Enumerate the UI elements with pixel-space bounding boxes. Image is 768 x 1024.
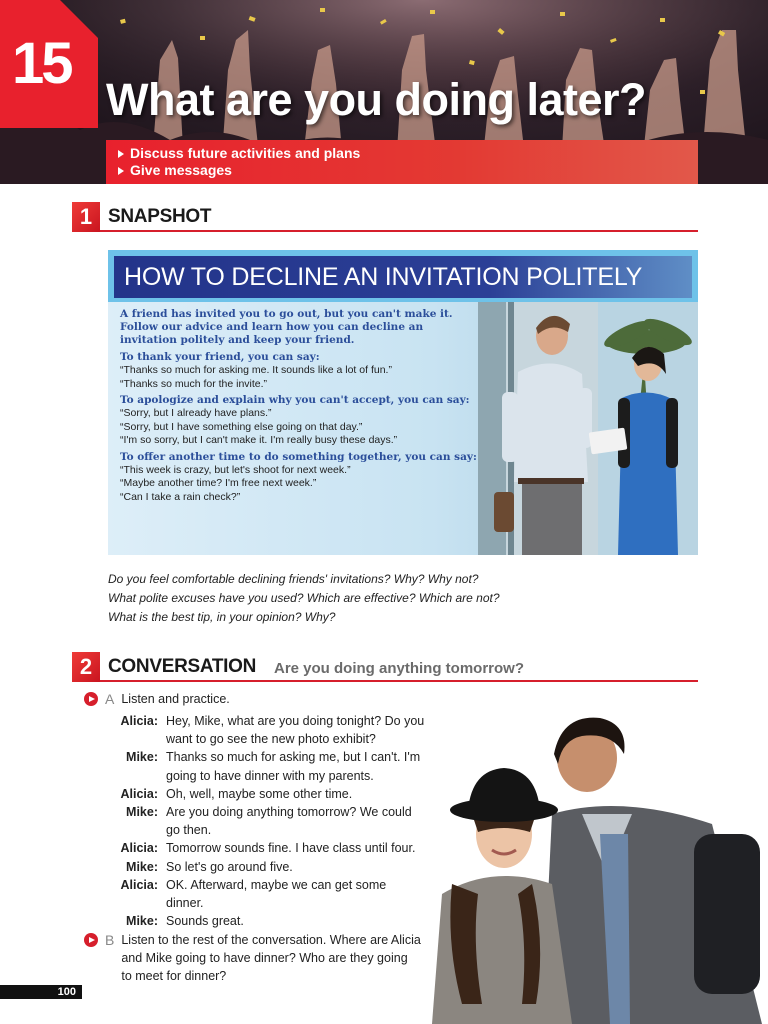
dialogue-line	[108, 785, 426, 803]
section-title: CONVERSATION	[108, 656, 257, 677]
tip-line: “I'm so sorry, but I can't make it. I'm really busy these days.”	[120, 434, 398, 446]
speaker: Alicia:	[120, 841, 158, 856]
dialogue-line	[108, 839, 426, 857]
bullet-triangle-icon	[118, 167, 124, 175]
tip-line: “Maybe another time? I'm free next week.”	[120, 477, 317, 489]
unit-banner	[0, 0, 768, 184]
dialogue-line	[108, 748, 426, 784]
snapshot-title: HOW TO DECLINE AN INVITATION POLITELY	[124, 263, 643, 291]
snapshot-header	[108, 250, 698, 302]
conversation-photo	[432, 714, 768, 1024]
dialogue-line	[108, 803, 426, 839]
line-text: Sounds great.	[166, 914, 244, 929]
snapshot-text	[120, 308, 480, 504]
question: What is the best tip, in your opinion? Why?	[108, 610, 336, 624]
line-text: Tomorrow sounds fine. I have class until four.	[166, 841, 416, 856]
section-number: 1	[72, 202, 100, 232]
speaker: Mike:	[126, 805, 158, 820]
speaker: Mike:	[126, 914, 158, 929]
goal-item: Give messages	[118, 162, 698, 179]
line-text: Are you doing anything tomorrow? We could go then.	[166, 805, 412, 838]
unit-title: What are you doing later?	[106, 74, 647, 125]
section-subtitle: Are you doing anything tomorrow?	[274, 660, 524, 677]
line-text: Oh, well, maybe some other time.	[166, 786, 353, 801]
line-text: OK. Afterward, maybe we can get some dinner.	[166, 877, 387, 911]
question: What polite excuses have you used? Which are effective? Which are not?	[108, 591, 500, 605]
discussion-questions	[108, 570, 500, 627]
dialogue-line	[108, 876, 426, 912]
line-text: Thanks so much for asking me, but I can't. I'm going to have dinner with my parents.	[166, 750, 421, 783]
tip-heading: To offer another time to do something together, you can say:	[120, 450, 477, 463]
tip-line: “This week is crazy, but let's shoot for next week.”	[120, 463, 351, 476]
tip-line: “Sorry, but I already have plans.”	[120, 407, 272, 419]
line-text: Hey, Mike, what are you doing tonight? Do you want to go see the new photo exhibit?	[166, 714, 425, 747]
dialogue	[108, 712, 426, 930]
part-instruction: Listen to the rest of the conversation. Where are Alicia and Mike going to have dinner? Who are they going to meet for dinner?	[121, 933, 421, 983]
part-letter: B	[105, 932, 115, 948]
unit-goals	[106, 140, 698, 184]
part-letter: A	[105, 691, 115, 707]
audio-play-icon[interactable]	[84, 933, 98, 947]
tip-line: “Can I take a rain check?”	[120, 490, 241, 503]
tip-heading: To apologize and explain why you can't accept, you can say:	[120, 394, 470, 406]
speaker: Alicia:	[120, 786, 158, 801]
snapshot-intro: A friend has invited you to go out, but you can't make it. Follow our advice and learn how you can decline an invitation politely and keep your friend.	[120, 308, 453, 346]
question: Do you feel comfortable declining friends' invitations? Why? Why not?	[108, 572, 479, 586]
speaker: Mike:	[126, 750, 158, 765]
page-number: 100	[0, 985, 82, 999]
speaker: Alicia:	[120, 714, 158, 728]
speaker: Mike:	[126, 859, 158, 874]
snapshot-photo	[478, 302, 698, 555]
snapshot-box	[108, 250, 698, 555]
audio-play-icon[interactable]	[84, 692, 98, 706]
section-title: SNAPSHOT	[108, 206, 212, 227]
tip-line: “Thanks so much for asking me. It sounds like a lot of fun.”	[120, 364, 392, 376]
tip-line: “Sorry, but I have something else going on that day.”	[120, 420, 363, 433]
tip-heading: To thank your friend, you can say:	[120, 351, 320, 363]
speaker: Alicia:	[120, 877, 158, 892]
bullet-triangle-icon	[118, 150, 124, 158]
tip-line: “Thanks so much for the invite.”	[120, 377, 268, 390]
unit-number: 15	[12, 31, 71, 96]
part-instruction: Listen and practice.	[121, 692, 230, 706]
dialogue-line	[108, 858, 426, 876]
section-header-conversation	[72, 652, 698, 682]
part-b	[84, 931, 424, 985]
section-header-snapshot	[72, 202, 698, 232]
part-a	[84, 690, 230, 708]
dialogue-line	[108, 712, 426, 748]
dialogue-line	[108, 912, 426, 930]
line-text: So let's go around five.	[166, 859, 293, 874]
section-number: 2	[72, 652, 100, 682]
goal-item: Discuss future activities and plans	[118, 145, 698, 162]
